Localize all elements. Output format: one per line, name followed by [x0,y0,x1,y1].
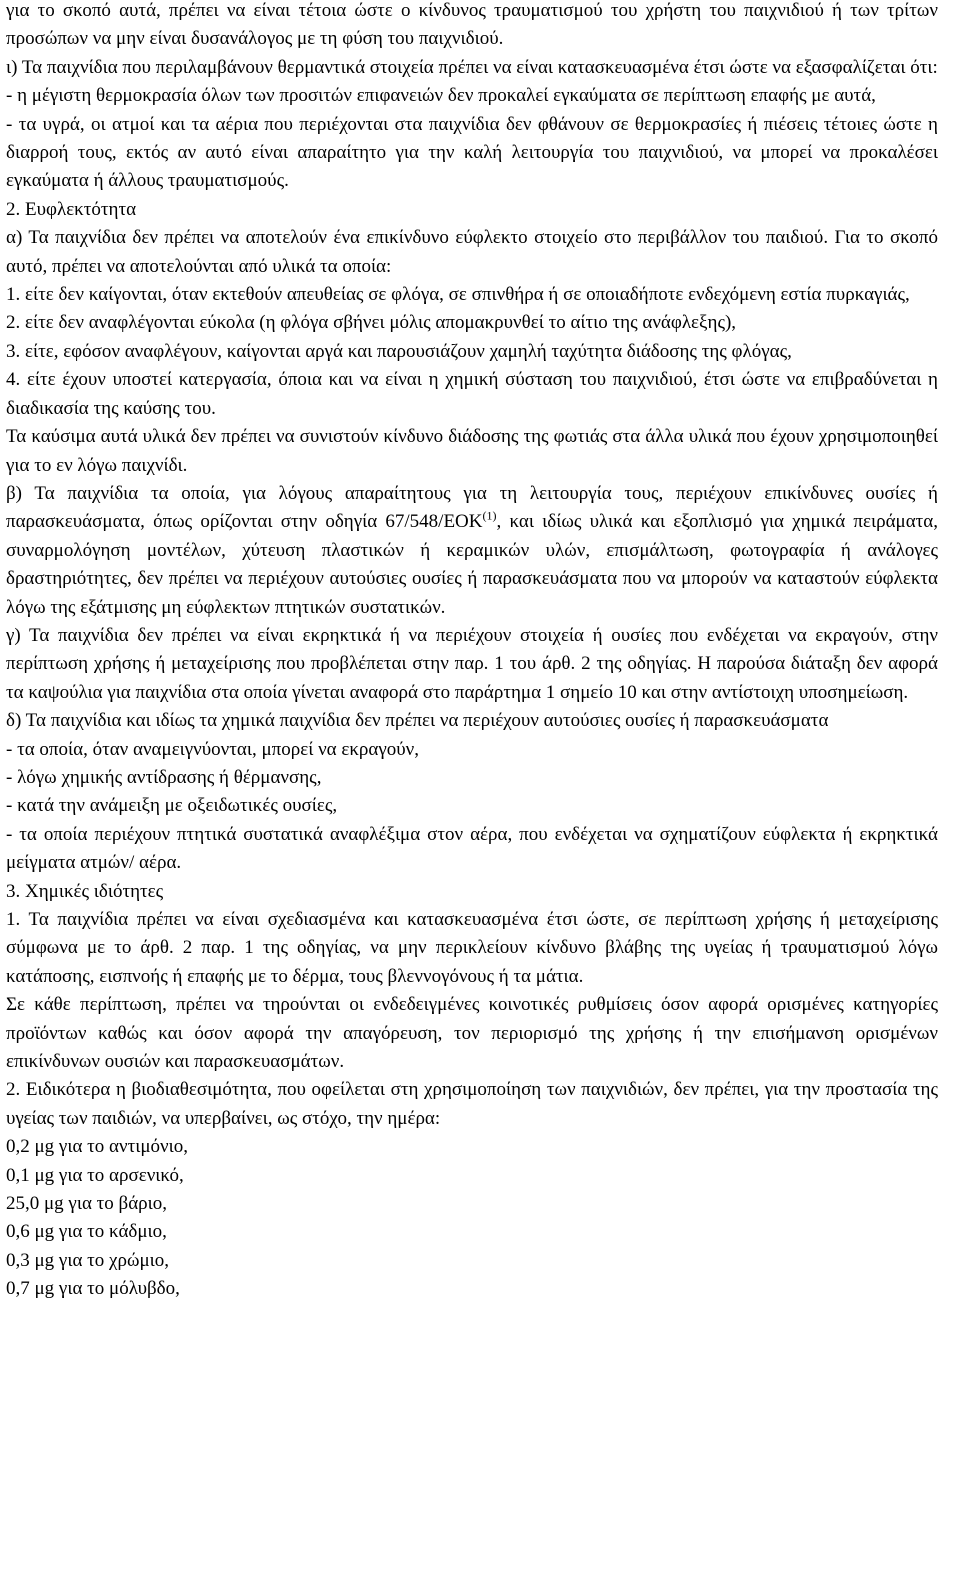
limit-item: 25,0 μg για το βάριο, [6,1193,167,1215]
paragraph: Τα καύσιμα αυτά υλικά δεν πρέπει να συνιστούν κίνδυνο διάδοσης της φωτιάς στα άλλα υλικά που έχουν χρησιμοποιηθεί για το εν λόγω παιχνίδι. [6,426,938,476]
paragraph: 1. Τα παιχνίδια πρέπει να είναι σχεδιασμένα και κατασκευασμένα έτσι ώστε, σε περίπτωση χρήσης ή μεταχείρισης σύμφωνα με το άρθ. 2 παρ. 1 της οδηγίας, να μην περικλείουν κίνδυνο βλάβης της υγείας ή τραυματισμού λόγω κατάποσης, εισπνοής ή επαφής με το δέρμα, τους βλεννογόνους ή τα μάτια. [6,909,938,987]
paragraph-b-start: β) Τα παιχνίδια τα οποία, για λόγους απαραίτητους για τη λειτουργία τους, περιέχουν επικίνδυνες ουσίες ή παρασκευάσματα, όπως ορίζονται στην οδηγία 67/548/ΕΟΚ [6,482,938,533]
paragraph: 2. Ειδικότερα η βιοδιαθεσιμότητα, που οφείλεται στη χρησιμοποίηση των παιχνιδιών, δεν πρέπει, για την προστασία της υγείας των παιδιών, να υπερβαίνει, ως στόχο, την ημέρα: [6,1079,938,1129]
list-item: - τα οποία, όταν αναμειγνύονται, μπορεί να εκραγούν, [6,738,419,760]
paragraph: για το σκοπό αυτά, πρέπει να είναι τέτοια ώστε ο κίνδυνος τραυματισμού του χρήστη του παιχνιδιού ή των τρίτων προσώπων να μην είναι δυσανάλογος με τη φύση του παιχνιδιού. [6,0,938,50]
list-item: - λόγω χημικής αντίδρασης ή θέρμανσης, [6,766,322,788]
paragraph-b [6,480,938,622]
limit-item: 0,7 μg για το μόλυβδο, [6,1278,180,1300]
limit-item: 0,1 μg για το αρσενικό, [6,1164,184,1186]
list-item: 1. είτε δεν καίγονται, όταν εκτεθούν απευθείας σε φλόγα, σε σπινθήρα ή σε οποιαδήποτε ενδεχόμενη εστία πυρκαγιάς, [6,284,910,306]
list-item: - κατά την ανάμειξη με οξειδωτικές ουσίες, [6,795,338,817]
list-item: - η μέγιστη θερμοκρασία όλων των προσιτών επιφανειών δεν προκαλεί εγκαύματα σε περίπτωση επαφής με αυτά, [6,85,876,107]
list-item: 2. είτε δεν αναφλέγονται εύκολα (η φλόγα σβήνει μόλις απομακρυνθεί το αίτιο της ανάφλεξης), [6,312,737,334]
list-item: 3. είτε, εφόσον αναφλέγουν, καίγονται αργά και παρουσιάζουν χαμηλή ταχύτητα διάδοσης της φλόγας, [6,340,792,362]
footnote-marker: (1) [482,508,497,523]
list-item: - τα οποία περιέχουν πτητικά συστατικά αναφλέξιμα στον αέρα, που ενδέχεται να σχηματίζουν εύφλεκτα ή εκρηκτικά μείγματα ατμών/ αέρα. [6,823,938,874]
limit-item: 0,6 μg για το κάδμιο, [6,1221,167,1243]
paragraph-b-end: , και ιδίως υλικά και εξοπλισμό για χημικά πειράματα, συναρμολόγηση μοντέλων, χύτευση πλαστικών ή κεραμικών υλών, επισμάλτωση, φωτογραφία ή ανάλογες δραστηριότητες, δεν πρέπει να περιέχουν αυτούσιες ουσίες ή παρασκευάσματα που να μπορούν να καταστούν εύφλεκτα λόγω της εξάτμισης μη εύφλεκτων πτητικών συστατικών. [6,511,938,618]
section-heading: 3. Χημικές ιδιότητες [6,880,164,902]
paragraph: δ) Τα παιχνίδια και ιδίως τα χημικά παιχνίδια δεν πρέπει να περιέχουν αυτούσιες ουσίες ή παρασκευάσματα [6,710,829,732]
limit-item: 0,2 μg για το αντιμόνιο, [6,1136,188,1158]
paragraph: γ) Τα παιχνίδια δεν πρέπει να είναι εκρηκτικά ή να περιέχουν στοιχεία ή ουσίες που ενδέχεται να εκραγούν, στην περίπτωση χρήσης ή μεταχείρισης που προβλέπεται στην παρ. 1 του άρθ. 2 της οδηγίας. Η παρούσα διάταξη δεν αφορά τα καψούλια για παιχνίδια στα οποία γίνεται αναφορά στο παράρτημα 1 σημείο 10 και στην αντίστοιχη υποσημείωση. [6,624,938,703]
list-item: 4. είτε έχουν υποστεί κατεργασία, όποια και να είναι η χημική σύσταση του παιχνιδιού, έτσι ώστε να επιβραδύνεται η διαδικασία της καύσης του. [6,369,938,419]
paragraph: ι) Τα παιχνίδια που περιλαμβάνουν θερμαντικά στοιχεία πρέπει να είναι κατασκευασμένα έτσι ώστε να εξασφαλίζεται ότι: [6,56,938,78]
limit-item: 0,3 μg για το χρώμιο, [6,1249,170,1271]
section-heading: 2. Ευφλεκτότητα [6,198,137,220]
paragraph: α) Τα παιχνίδια δεν πρέπει να αποτελούν ένα επικίνδυνο εύφλεκτο στοιχείο στο περιβάλλον του παιδιού. Για το σκοπό αυτό, πρέπει να αποτελούνται από υλικά τα οποία: [6,227,938,277]
list-item: - τα υγρά, οι ατμοί και τα αέρια που περιέχονται στα παιχνίδια δεν φθάνουν σε θερμοκρασίες ή πιέσεις τέτοιες ώστε η διαρροή τους, εκτός αν αυτό είναι απαραίτητο για την καλή λειτουργία του παιχνιδιού, να μπορεί να προκαλέσει εγκαύματα ή άλλους τραυματισμούς. [6,113,938,192]
paragraph: Σε κάθε περίπτωση, πρέπει να τηρούνται οι ενδεδειγμένες κοινοτικές ρυθμίσεις όσον αφορά ορισμένες κατηγορίες προϊόντων καθώς και όσον αφορά την απαγόρευση, τον περιορισμό της χρήσης ή την επισήμανση ορισμένων επικίνδυνων ουσιών και παρασκευασμάτων. [6,994,938,1073]
